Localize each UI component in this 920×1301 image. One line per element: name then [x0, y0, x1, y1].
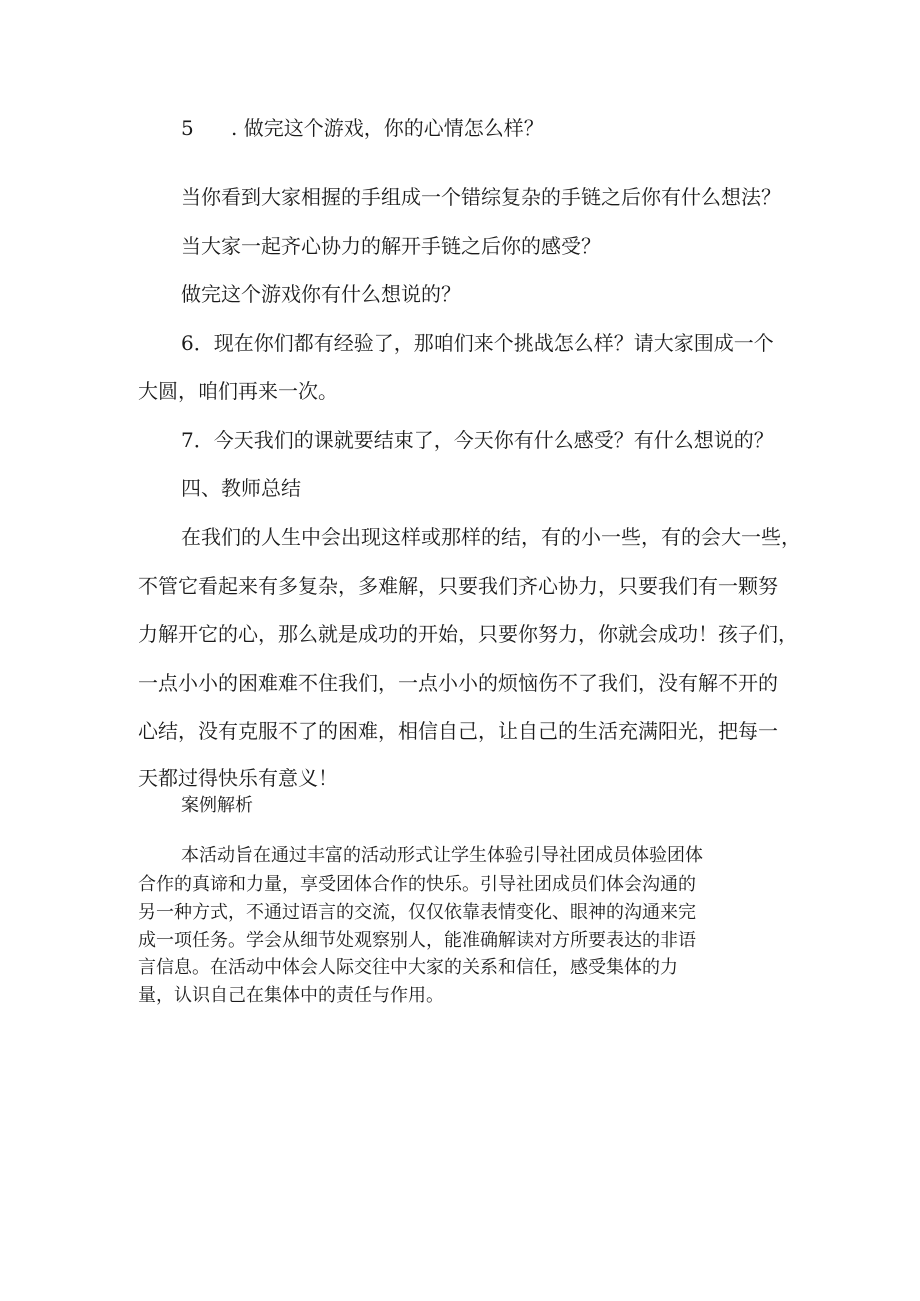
section-heading-case-analysis: 案例解析 [181, 795, 253, 816]
q5-question: . 做完这个游戏，你的心情怎么样？ [231, 116, 544, 140]
summary-line: 力解开它的心，那么就是成功的开始，只要你努力，你就会成功！孩子们， [138, 622, 798, 646]
q5-subquestion-2: 当大家一起齐心协力的解开手链之后你的感受？ [181, 234, 601, 258]
q6-line-1: 6．现在你们都有经验了，那咱们来个挑战怎么样？请大家围成一个 [181, 331, 774, 355]
summary-line: 心结，没有克服不了的困难，相信自己，让自己的生活充满阳光，把每一 [138, 719, 778, 743]
analysis-line: 合作的真谛和力量，享受团体合作的快乐。引导社团成员们体会沟通的 [138, 874, 696, 895]
analysis-line: 本活动旨在通过丰富的活动形式让学生体验引导社团成员体验团体 [181, 845, 703, 866]
analysis-line: 言信息。在活动中体会人际交往中大家的关系和信任，感受集体的力 [138, 957, 678, 978]
q5-subquestion-3: 做完这个游戏你有什么想说的？ [181, 282, 461, 306]
q6-line-2: 大圆，咱们再来一次。 [138, 379, 338, 403]
summary-line: 在我们的人生中会出现这样或那样的结，有的小一些，有的会大一些， [181, 525, 801, 549]
analysis-line: 量，认识自己在集体中的责任与作用。 [138, 985, 444, 1006]
q7-line-1: 7．今天我们的课就要结束了，今天你有什么感受？有什么想说的？ [181, 428, 774, 452]
section-heading-teacher-summary: 四、教师总结 [181, 476, 301, 500]
summary-line: 一点小小的困难难不住我们，一点小小的烦恼伤不了我们，没有解不开的 [138, 671, 778, 695]
q5-subquestion-1: 当你看到大家相握的手组成一个错综复杂的手链之后你有什么想法？ [181, 185, 781, 209]
analysis-line: 成一项任务。学会从细节处观察别人，能准确解读对方所要表达的非语 [138, 930, 696, 951]
q5-number: 5 [181, 116, 194, 140]
summary-line: 天都过得快乐有意义！ [138, 766, 338, 790]
analysis-line: 另一种方式，不通过语言的交流，仅仅依靠表情变化、眼神的沟通来完 [138, 902, 696, 923]
summary-line: 不管它看起来有多复杂，多难解，只要我们齐心协力，只要我们有一颗努 [138, 574, 778, 598]
